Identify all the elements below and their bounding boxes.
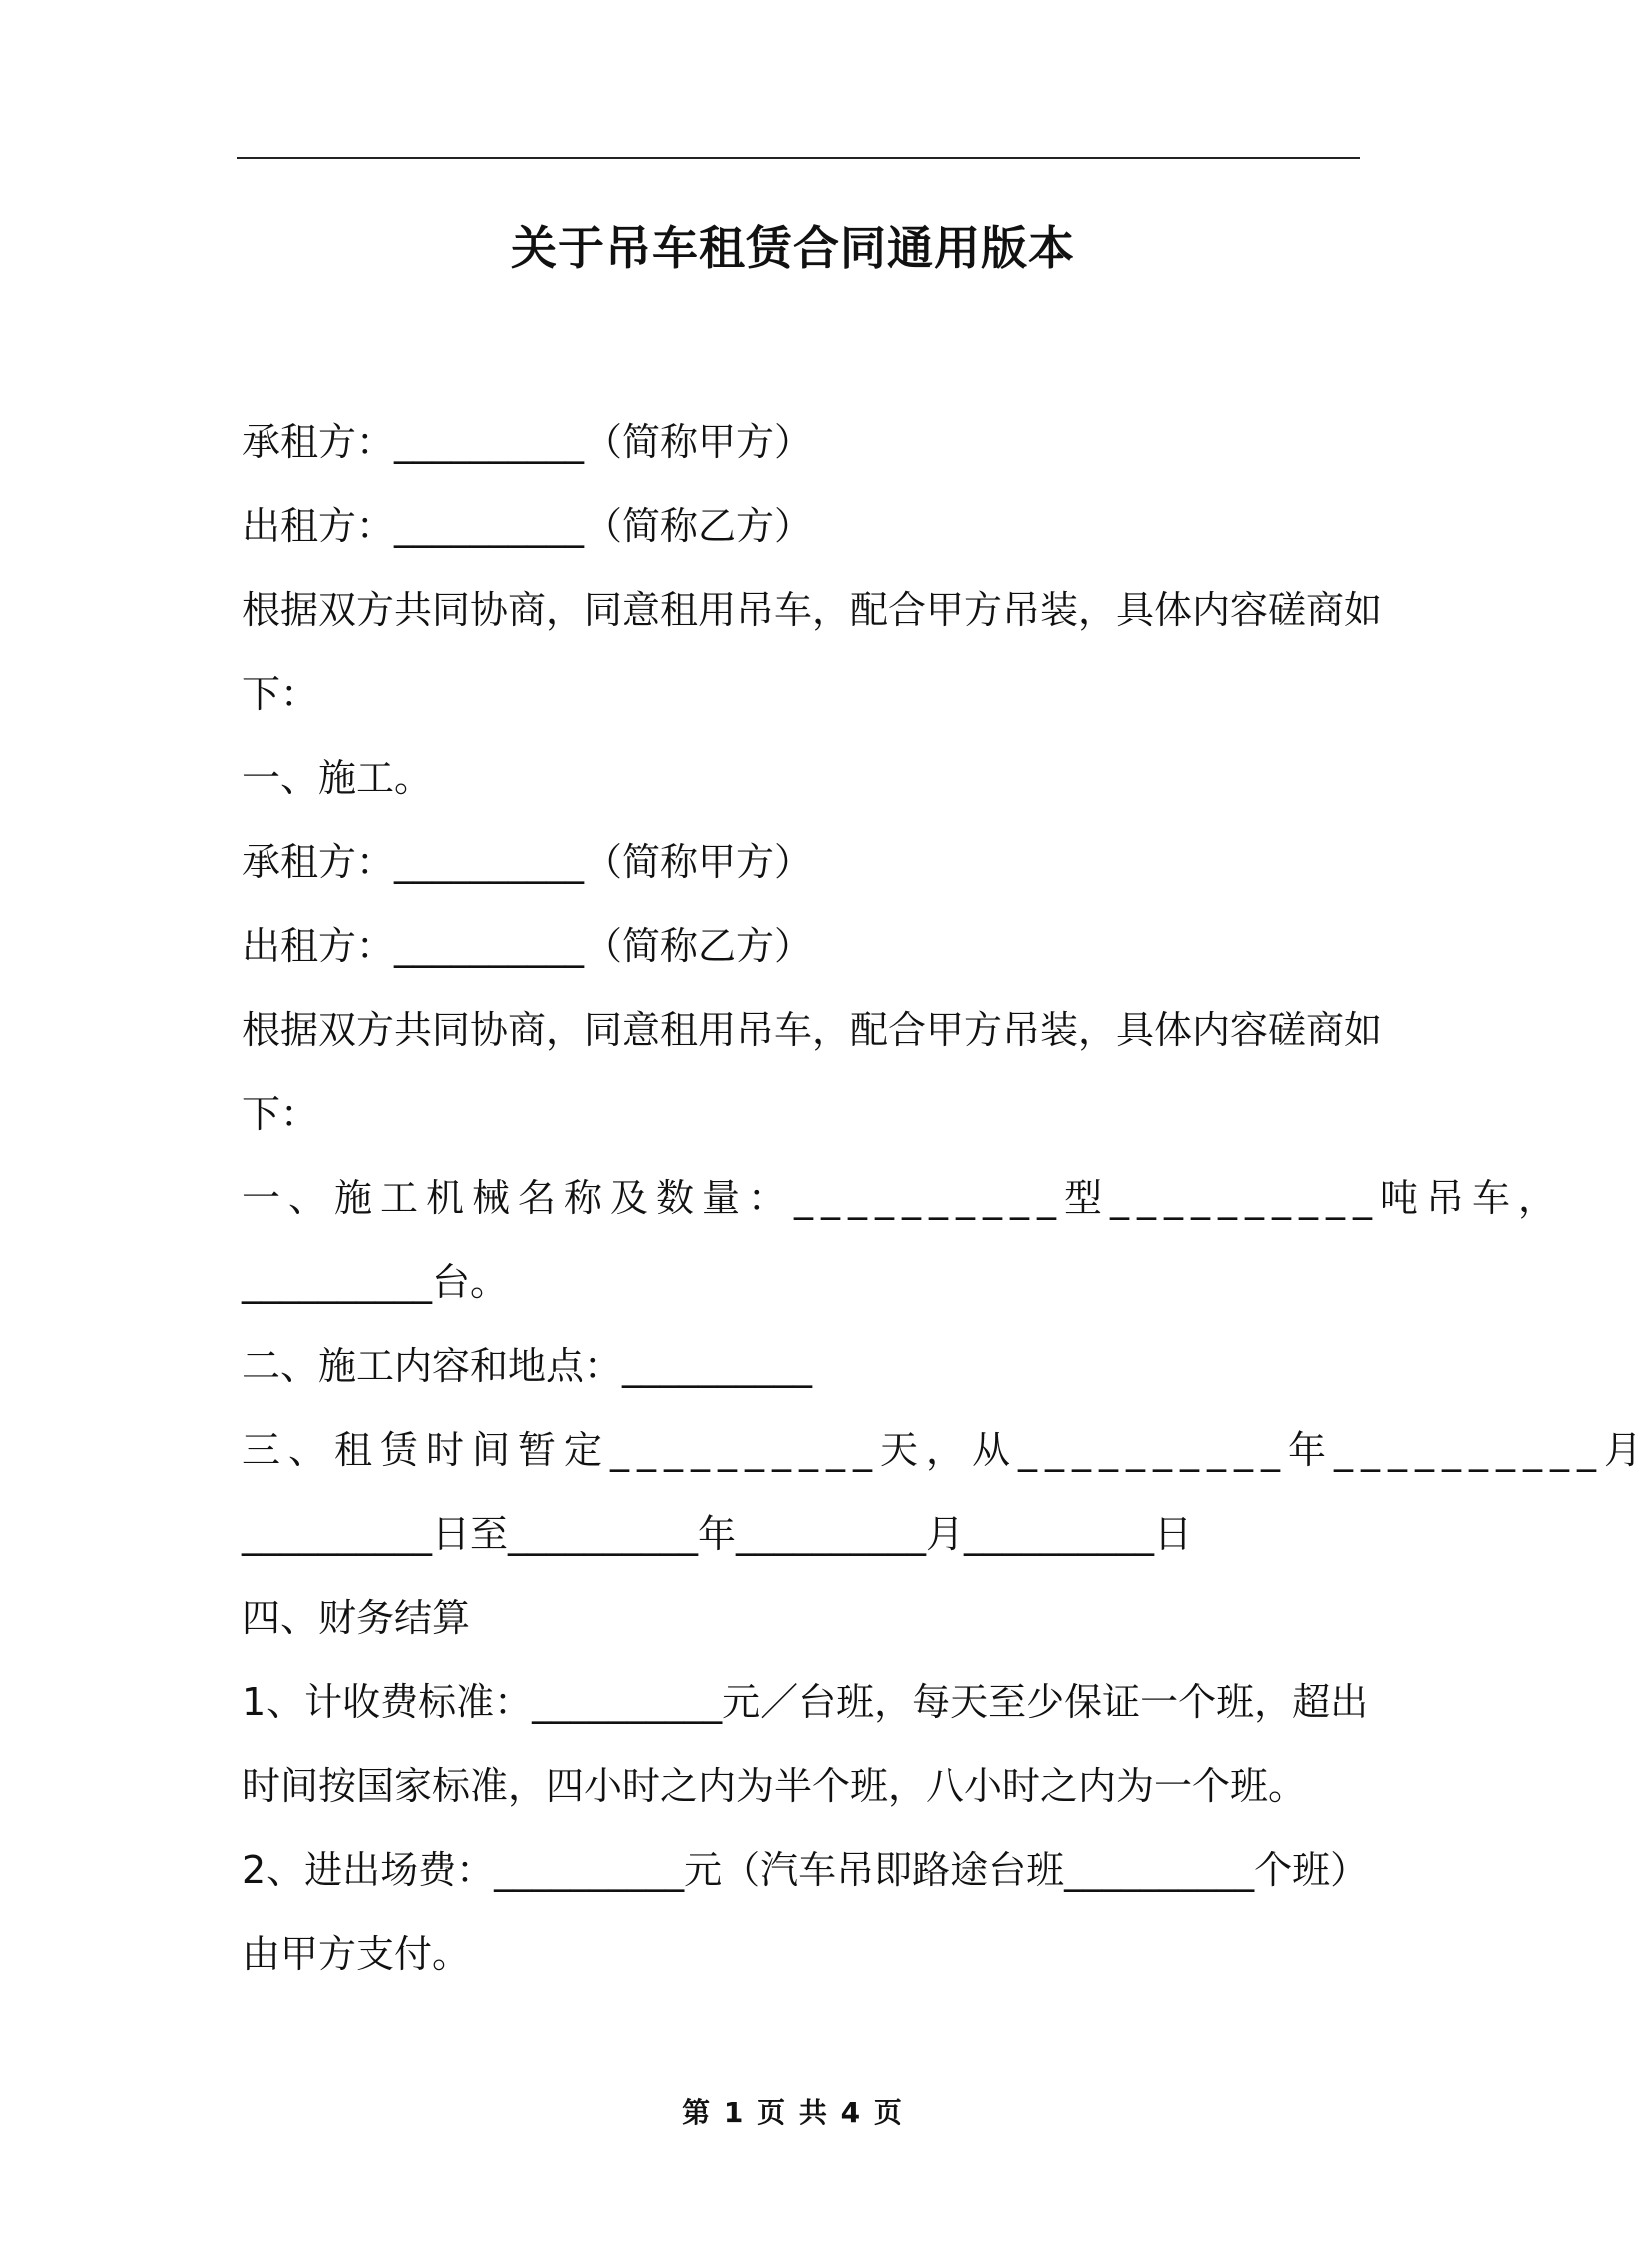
mobilization-fee-clause: 2、进出场费：__________元（汽车吊即路途台班__________个班）	[242, 1848, 1369, 1892]
machinery-clause-line: 一、施工机械名称及数量：__________型__________吨吊车，	[242, 1176, 1565, 1220]
page-indicator: 第 1 页 共 4 页	[682, 2096, 904, 2129]
document-body	[242, 400, 1650, 1996]
section-settlement-heading: 四、财务结算	[242, 1596, 471, 1640]
lessor-line: 出租方：__________（简称乙方）	[242, 504, 813, 548]
mobilization-fee-continuation: 由甲方支付。	[242, 1932, 471, 1976]
machinery-clause-continuation: __________台。	[242, 1260, 509, 1304]
lessee-line: 承租方：__________（简称甲方）	[242, 420, 813, 464]
fee-standard-clause: 1、计收费标准：__________元／台班，每天至少保证一个班，超出	[242, 1680, 1369, 1724]
fee-standard-continuation: 时间按国家标准，四小时之内为半个班，八小时之内为一个班。	[242, 1764, 1307, 1808]
agreement-intro-continuation: 下：	[242, 672, 319, 716]
agreement-intro-line-repeat: 根据双方共同协商，同意租用吊车，配合甲方吊装，具体内容磋商如	[242, 1008, 1383, 1052]
rental-period-continuation: __________日至__________年__________月__________日	[242, 1512, 1193, 1556]
rental-period-clause: 三、租赁时间暂定__________天，从__________年__________月	[242, 1428, 1650, 1472]
document-title: 关于吊车租赁合同通用版本	[511, 221, 1075, 275]
lessor-line-repeat: 出租方：__________（简称乙方）	[242, 924, 813, 968]
agreement-intro-continuation-repeat: 下：	[242, 1092, 319, 1136]
work-location-clause: 二、施工内容和地点：__________	[242, 1344, 813, 1388]
section-construction-heading: 一、施工。	[242, 756, 433, 800]
agreement-intro-line: 根据双方共同协商，同意租用吊车，配合甲方吊装，具体内容磋商如	[242, 588, 1383, 632]
lessee-line-repeat: 承租方：__________（简称甲方）	[242, 840, 813, 884]
header-rule	[237, 157, 1360, 159]
